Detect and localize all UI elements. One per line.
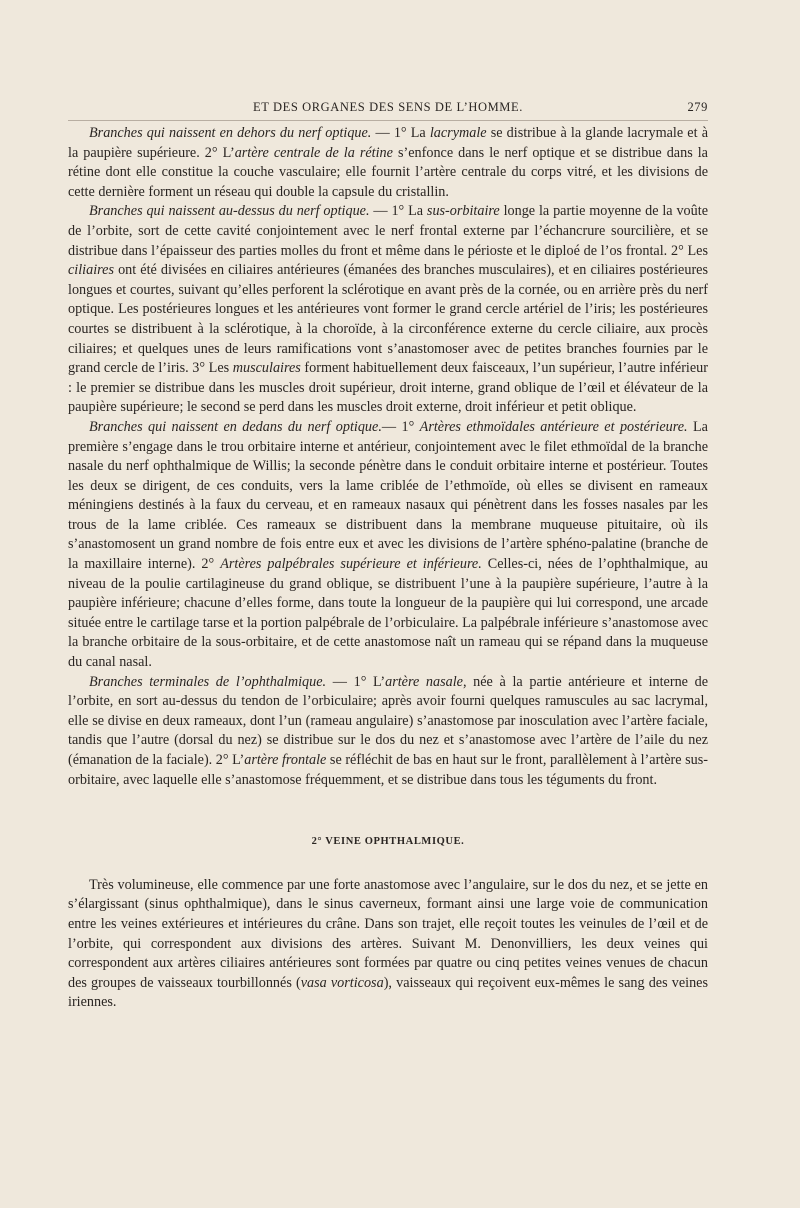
term: lacrymale — [429, 125, 487, 141]
term: ciliaires — [68, 262, 114, 279]
term: Artères palpébrales supérieure et inférieure. — [220, 556, 482, 573]
term: sus-orbitaire — [426, 203, 500, 220]
term: vasa vorticosa — [300, 974, 384, 991]
paragraph-lead: Branches qui naissent en dehors du nerf optique. — [89, 125, 372, 141]
term: Artères ethmoïdales antérieure et postérieure. — [419, 418, 688, 435]
term: artère nasale — [385, 673, 463, 690]
paragraph-lead: Branches qui naissent en dedans du nerf optique. — [89, 418, 382, 435]
paragraph-lacrymale: Branches qui naissent en dehors du nerf optique. — 1° La lacrymale se distribue à la glande lacrymale et à la paupière supérieure. 2° L’artère centrale de la rétine s’enfonce dans le nerf optique et se distribue dans la rétine dont elle constitue la couche vasculaire; elle fournit l’artère centrale du corps vitré, et les divisions de cette dernière forment un réseau qui double la capsule du cristallin. — [68, 125, 708, 200]
paragraph-lead: Branches terminales de l’ophthalmique. — [89, 673, 327, 690]
running-title: ET DES ORGANES DES SENS DE L’HOMME. — [253, 100, 523, 114]
section-heading: 2° VEINE OPHTHALMIQUE. — [311, 836, 465, 848]
term: artère frontale — [244, 752, 327, 768]
paragraph-veine-ophthalmique: Très volumineuse, elle commence par une forte anastomose avec l’angulaire, sur le dos du nez, et se jette en s’élargissant (sinus ophthalmique), dans le sinus caverneux, formant ainsi une large voie de communication entre les veines extérieures et intérieures du crâne. Dans son trajet, elle reçoit toutes les veinules de l’œil et de l’orbite, qui correspondent aux divisions des artères. Suivant M. Denonvilliers, les deux veines qui correspondent aux artères ciliaires antérieures sont formées par quatre ou cinq petites veines venues de chacun des groupes de vaisseaux tourbillonnés (vasa vorticosa), vaisseaux qui reçoivent eux-mêmes le sang des veines iriennes. — [68, 876, 709, 1011]
paragraph-sus-orbitaire: Branches qui naissent au-dessus du nerf optique. — 1° La sus-orbitaire longe la partie moyenne de la voûte de l’orbite, sort de cette cavité conjointement avec le nerf frontal externe par l’échancrure sourcilière, et se distribue dans l’épaisseur des parties molles du front et même dans le périoste et le diploé de l’os frontal. 2° Les ciliaires ont été divisées en ciliaires antérieures (émanées des branches musculaires), et en ciliaires postérieures longues et courtes, suivant qu’elles perforent la sclérotique en avant près de la cornée, ou en arrière près du nerf optique. Les postérieures longues et les antérieures vont former le grand cercle artériel de l’iris; les postérieures courtes se distribuent à la sclérotique, à la choroïde, à la circonférence externe du cercle ciliaire, aux procès ciliaires; et quelques unes de leurs ramifications vont s’anastomoser avec de petites branches fournies par le grand cercle de l’iris. 3° Les musculaires forment habituellement deux faisceaux, l’un supérieur, l’autre inférieur : le premier se distribue dans les muscles droit supérieur, droit interne, grand oblique de l’œil et élévateur de la paupière supérieure; le second se perd dans les muscles droit externe, droit inférieur et petit oblique. — [68, 203, 708, 416]
header-divider — [68, 120, 708, 121]
body-text — [68, 124, 708, 1013]
term: musculaires — [232, 360, 301, 377]
paragraph-ethmoidales: Branches qui naissent en dedans du nerf optique.— 1° Artères ethmoïdales antérieure et postérieure. La première s’engage dans le trou orbitaire interne et antérieur, conjointement avec le filet ethmoïdal de la branche nasale du nerf ophthalmique de Willis; la seconde pénètre dans le conduit orbitaire interne et postérieur. Toutes les deux se dirigent, de ces conduits, vers la lame criblée de l’ethmoïde, où elles se divisent en rameaux méningiens destinés à la faux du cerveau, et en rameaux nasaux qui pénètrent dans les fosses nasales par les trous de la lame criblée. Ces rameaux se distribuent dans la membrane muqueuse pituitaire, où ils s’anastomosent un grand nombre de fois entre eux et avec les divisions de l’artère sphéno-palatine (branche de la maxillaire interne). 2° Artères palpébrales supérieure et inférieure. Celles-ci, nées de l’ophthalmique, au niveau de la poulie cartilagineuse du grand oblique, se distribuent l’une à la paupière supérieure, l’autre à la paupière inférieure; chacune d’elles forme, dans toute la longueur de la paupière qui lui correspond, une arcade située entre le cartilage tarse et la portion palpébrale de l’orbiculaire. La palpébrale inférieure s’anastomose avec la branche orbitaire de la sous-orbitaire, et de cette anastomose naît un rameau qui se répand dans la muqueuse du canal nasal. — [68, 418, 708, 671]
paragraph-lead: Branches qui naissent au-dessus du nerf optique. — [89, 203, 370, 220]
term: artère centrale de la rétine — [234, 144, 393, 161]
page-number: 279 — [687, 100, 708, 114]
paragraph-terminales: Branches terminales de l’ophthalmique. — 1° L’artère nasale, née à la partie antérieure et interne de l’orbite, en sort au-dessus du tendon de l’orbiculaire; après avoir fourni quelques ramuscules au sac lacrymal, elle se divise en deux rameaux, dont l’un (rameau angulaire) s’anastomose par inosculation avec l’artère faciale, tandis que l’autre (dorsal du nez) se distribue sur le dos du nez et s’anastomose avec l’artère de l’aile du nez (émanation de la faciale). 2° L’artère frontale se réfléchit de bas en haut sur le front, parallèlement à l’artère sus-orbitaire, avec laquelle elle s’anastomose fréquemment, et se distribue dans tous les téguments du front. — [68, 673, 709, 788]
